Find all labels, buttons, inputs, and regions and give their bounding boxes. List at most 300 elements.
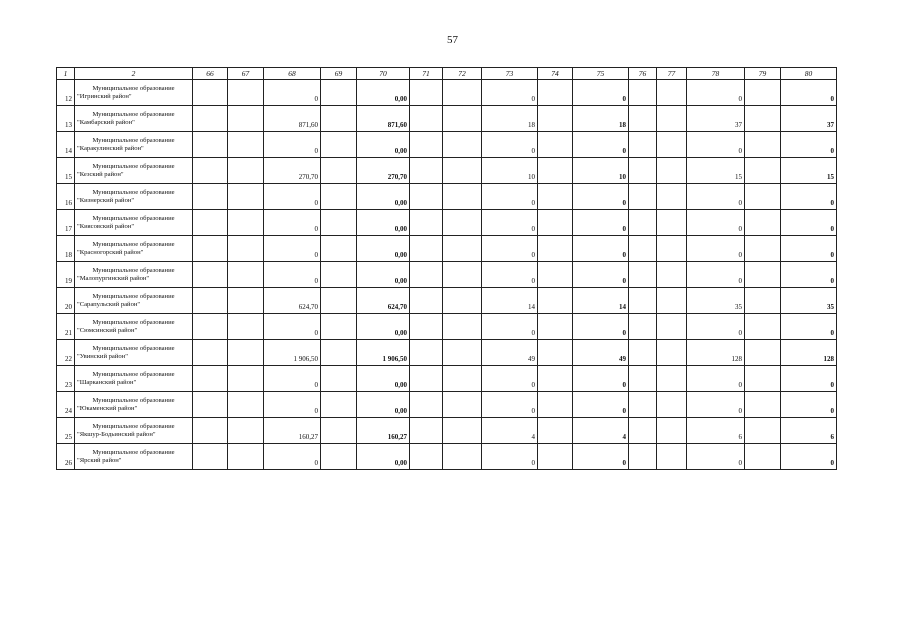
cell-col-74 (538, 288, 573, 314)
cell-col-76 (629, 210, 657, 236)
cell-col-76 (629, 184, 657, 210)
column-header: 75 (573, 68, 629, 80)
municipality-title: "Киясовский район" (77, 223, 135, 230)
municipality-title: "Игринский район" (77, 93, 132, 100)
row-index: 21 (57, 314, 75, 340)
cell-col-69 (321, 444, 357, 470)
cell-col-79 (745, 132, 781, 158)
municipality-title: "Сарапульский район" (77, 301, 141, 308)
table-row (57, 418, 837, 444)
cell-col-72 (443, 236, 482, 262)
cell-col-73: 18 (482, 106, 538, 132)
cell-col-69 (321, 236, 357, 262)
cell-col-70: 624,70 (357, 288, 410, 314)
cell-col-74 (538, 236, 573, 262)
cell-col-77 (657, 236, 687, 262)
municipality-type: Муниципальное образование (92, 241, 175, 248)
cell-col-69 (321, 262, 357, 288)
municipality-type: Муниципальное образование (92, 423, 175, 430)
cell-col-68: 624,70 (264, 288, 321, 314)
table-row (57, 314, 837, 340)
municipality-type: Муниципальное образование (92, 163, 175, 170)
cell-col-79 (745, 262, 781, 288)
cell-col-75: 0 (573, 314, 629, 340)
municipality-title: "Малопургинский район" (77, 275, 150, 282)
cell-col-73: 0 (482, 132, 538, 158)
cell-col-67 (228, 262, 264, 288)
cell-col-73: 0 (482, 210, 538, 236)
cell-col-76 (629, 366, 657, 392)
cell-col-66 (193, 132, 228, 158)
municipality-title: "Кезский район" (77, 171, 124, 178)
cell-col-73: 0 (482, 80, 538, 106)
cell-col-78: 0 (687, 262, 745, 288)
cell-col-68: 1 906,50 (264, 340, 321, 366)
cell-col-66 (193, 314, 228, 340)
cell-col-72 (443, 132, 482, 158)
municipality-type: Муниципальное образование (92, 85, 175, 92)
cell-col-76 (629, 236, 657, 262)
column-header: 2 (75, 68, 193, 80)
cell-col-71 (410, 80, 443, 106)
cell-col-72 (443, 80, 482, 106)
cell-col-72 (443, 184, 482, 210)
municipality-type: Муниципальное образование (92, 189, 175, 196)
row-index: 20 (57, 288, 75, 314)
table-row (57, 236, 837, 262)
municipality-title: "Каракулинский район" (77, 145, 144, 152)
cell-col-68: 0 (264, 366, 321, 392)
cell-col-76 (629, 418, 657, 444)
cell-col-68: 0 (264, 184, 321, 210)
cell-col-69 (321, 314, 357, 340)
cell-col-73: 14 (482, 288, 538, 314)
cell-col-74 (538, 158, 573, 184)
column-header: 77 (657, 68, 687, 80)
cell-col-80: 6 (781, 418, 837, 444)
cell-col-70: 0,00 (357, 314, 410, 340)
cell-col-74 (538, 106, 573, 132)
table-row (57, 80, 837, 106)
cell-col-67 (228, 132, 264, 158)
cell-col-70: 0,00 (357, 80, 410, 106)
cell-col-67 (228, 444, 264, 470)
row-index: 18 (57, 236, 75, 262)
cell-col-76 (629, 262, 657, 288)
column-header: 66 (193, 68, 228, 80)
column-header: 67 (228, 68, 264, 80)
cell-col-69 (321, 106, 357, 132)
cell-col-69 (321, 366, 357, 392)
cell-col-73: 0 (482, 262, 538, 288)
cell-col-79 (745, 314, 781, 340)
cell-col-70: 1 906,50 (357, 340, 410, 366)
cell-col-71 (410, 106, 443, 132)
municipality-type: Муниципальное образование (92, 293, 175, 300)
column-header: 68 (264, 68, 321, 80)
cell-col-75: 0 (573, 366, 629, 392)
cell-col-75: 0 (573, 392, 629, 418)
cell-col-68: 0 (264, 444, 321, 470)
cell-col-80: 0 (781, 184, 837, 210)
cell-col-68: 160,27 (264, 418, 321, 444)
cell-col-77 (657, 366, 687, 392)
municipality-name (75, 132, 193, 158)
cell-col-66 (193, 340, 228, 366)
municipality-type: Муниципальное образование (92, 345, 175, 352)
cell-col-75: 18 (573, 106, 629, 132)
cell-col-68: 0 (264, 314, 321, 340)
municipality-type: Муниципальное образование (92, 215, 175, 222)
municipality-title: "Красногорский район" (77, 249, 144, 256)
municipality-type: Муниципальное образование (92, 319, 175, 326)
cell-col-70: 0,00 (357, 444, 410, 470)
cell-col-73: 0 (482, 392, 538, 418)
row-index: 16 (57, 184, 75, 210)
column-header: 78 (687, 68, 745, 80)
cell-col-79 (745, 366, 781, 392)
cell-col-69 (321, 340, 357, 366)
cell-col-72 (443, 106, 482, 132)
cell-col-72 (443, 392, 482, 418)
cell-col-75: 0 (573, 132, 629, 158)
cell-col-67 (228, 288, 264, 314)
cell-col-71 (410, 132, 443, 158)
cell-col-76 (629, 340, 657, 366)
table-row (57, 132, 837, 158)
municipality-name (75, 184, 193, 210)
cell-col-74 (538, 366, 573, 392)
cell-col-69 (321, 80, 357, 106)
cell-col-67 (228, 366, 264, 392)
cell-col-67 (228, 418, 264, 444)
cell-col-72 (443, 444, 482, 470)
municipality-name (75, 392, 193, 418)
municipality-title: "Якшур-Бодьинский район" (77, 431, 156, 438)
cell-col-68: 871,60 (264, 106, 321, 132)
cell-col-80: 37 (781, 106, 837, 132)
municipality-type: Муниципальное образование (92, 137, 175, 144)
cell-col-70: 0,00 (357, 132, 410, 158)
municipality-title: "Сюмсинский район" (77, 327, 138, 334)
cell-col-76 (629, 288, 657, 314)
cell-col-71 (410, 392, 443, 418)
column-header: 76 (629, 68, 657, 80)
municipality-type: Муниципальное образование (92, 267, 175, 274)
municipality-type: Муниципальное образование (92, 371, 175, 378)
cell-col-70: 0,00 (357, 392, 410, 418)
cell-col-73: 49 (482, 340, 538, 366)
cell-col-79 (745, 288, 781, 314)
cell-col-74 (538, 184, 573, 210)
cell-col-78: 128 (687, 340, 745, 366)
cell-col-68: 0 (264, 210, 321, 236)
cell-col-78: 6 (687, 418, 745, 444)
cell-col-66 (193, 392, 228, 418)
cell-col-77 (657, 314, 687, 340)
column-header: 74 (538, 68, 573, 80)
cell-col-70: 270,70 (357, 158, 410, 184)
cell-col-68: 0 (264, 236, 321, 262)
cell-col-73: 0 (482, 366, 538, 392)
cell-col-77 (657, 288, 687, 314)
cell-col-67 (228, 340, 264, 366)
cell-col-72 (443, 288, 482, 314)
cell-col-66 (193, 236, 228, 262)
cell-col-66 (193, 418, 228, 444)
cell-col-70: 0,00 (357, 262, 410, 288)
municipality-name (75, 418, 193, 444)
municipality-title: "Шарканский район" (77, 379, 137, 386)
cell-col-75: 4 (573, 418, 629, 444)
cell-col-71 (410, 418, 443, 444)
cell-col-68: 270,70 (264, 158, 321, 184)
column-header: 1 (57, 68, 75, 80)
column-header: 80 (781, 68, 837, 80)
table-row (57, 288, 837, 314)
cell-col-80: 0 (781, 262, 837, 288)
cell-col-78: 0 (687, 132, 745, 158)
cell-col-75: 10 (573, 158, 629, 184)
municipality-name (75, 158, 193, 184)
table-row (57, 106, 837, 132)
cell-col-72 (443, 158, 482, 184)
cell-col-75: 0 (573, 236, 629, 262)
municipality-name (75, 210, 193, 236)
cell-col-76 (629, 80, 657, 106)
cell-col-68: 0 (264, 262, 321, 288)
cell-col-69 (321, 132, 357, 158)
cell-col-80: 0 (781, 366, 837, 392)
cell-col-71 (410, 444, 443, 470)
cell-col-80: 35 (781, 288, 837, 314)
cell-col-76 (629, 392, 657, 418)
cell-col-79 (745, 236, 781, 262)
header-row (57, 68, 837, 80)
municipality-name (75, 236, 193, 262)
data-table (56, 67, 837, 470)
cell-col-70: 871,60 (357, 106, 410, 132)
row-index: 14 (57, 132, 75, 158)
cell-col-70: 0,00 (357, 210, 410, 236)
cell-col-72 (443, 210, 482, 236)
cell-col-69 (321, 210, 357, 236)
cell-col-80: 128 (781, 340, 837, 366)
cell-col-75: 0 (573, 262, 629, 288)
cell-col-77 (657, 444, 687, 470)
cell-col-78: 0 (687, 392, 745, 418)
cell-col-77 (657, 392, 687, 418)
cell-col-74 (538, 314, 573, 340)
cell-col-72 (443, 262, 482, 288)
cell-col-67 (228, 80, 264, 106)
cell-col-75: 0 (573, 80, 629, 106)
municipality-name (75, 262, 193, 288)
cell-col-70: 0,00 (357, 366, 410, 392)
cell-col-67 (228, 392, 264, 418)
cell-col-72 (443, 314, 482, 340)
municipality-name (75, 340, 193, 366)
cell-col-73: 0 (482, 314, 538, 340)
cell-col-80: 0 (781, 314, 837, 340)
table-row (57, 392, 837, 418)
cell-col-69 (321, 184, 357, 210)
cell-col-74 (538, 262, 573, 288)
municipality-name (75, 80, 193, 106)
cell-col-75: 0 (573, 444, 629, 470)
cell-col-66 (193, 366, 228, 392)
cell-col-77 (657, 106, 687, 132)
cell-col-79 (745, 340, 781, 366)
column-header: 72 (443, 68, 482, 80)
municipality-title: "Кизнерский район" (77, 197, 135, 204)
municipality-name (75, 366, 193, 392)
cell-col-80: 0 (781, 210, 837, 236)
cell-col-75: 14 (573, 288, 629, 314)
cell-col-74 (538, 132, 573, 158)
cell-col-71 (410, 366, 443, 392)
cell-col-75: 0 (573, 210, 629, 236)
cell-col-80: 0 (781, 236, 837, 262)
cell-col-80: 0 (781, 80, 837, 106)
cell-col-68: 0 (264, 132, 321, 158)
cell-col-76 (629, 158, 657, 184)
cell-col-78: 0 (687, 314, 745, 340)
cell-col-66 (193, 288, 228, 314)
municipality-title: "Юкаменский район" (77, 405, 138, 412)
cell-col-80: 0 (781, 392, 837, 418)
cell-col-77 (657, 80, 687, 106)
cell-col-79 (745, 392, 781, 418)
cell-col-78: 37 (687, 106, 745, 132)
table-row (57, 158, 837, 184)
cell-col-80: 0 (781, 444, 837, 470)
row-index: 13 (57, 106, 75, 132)
cell-col-77 (657, 262, 687, 288)
row-index: 25 (57, 418, 75, 444)
cell-col-71 (410, 288, 443, 314)
cell-col-70: 0,00 (357, 236, 410, 262)
cell-col-69 (321, 288, 357, 314)
cell-col-67 (228, 314, 264, 340)
row-index: 24 (57, 392, 75, 418)
cell-col-71 (410, 262, 443, 288)
cell-col-77 (657, 132, 687, 158)
table-row (57, 366, 837, 392)
cell-col-67 (228, 158, 264, 184)
cell-col-76 (629, 132, 657, 158)
cell-col-73: 0 (482, 184, 538, 210)
municipality-type: Муниципальное образование (92, 397, 175, 404)
cell-col-67 (228, 184, 264, 210)
cell-col-74 (538, 80, 573, 106)
cell-col-66 (193, 80, 228, 106)
cell-col-74 (538, 210, 573, 236)
cell-col-78: 0 (687, 210, 745, 236)
municipality-name (75, 288, 193, 314)
page-number: 57 (447, 34, 458, 46)
cell-col-71 (410, 158, 443, 184)
row-index: 17 (57, 210, 75, 236)
cell-col-74 (538, 418, 573, 444)
cell-col-76 (629, 444, 657, 470)
cell-col-70: 160,27 (357, 418, 410, 444)
cell-col-78: 0 (687, 444, 745, 470)
cell-col-78: 0 (687, 80, 745, 106)
cell-col-79 (745, 158, 781, 184)
column-header: 79 (745, 68, 781, 80)
column-header: 70 (357, 68, 410, 80)
cell-col-76 (629, 106, 657, 132)
cell-col-66 (193, 262, 228, 288)
row-index: 19 (57, 262, 75, 288)
cell-col-79 (745, 106, 781, 132)
cell-col-78: 0 (687, 366, 745, 392)
cell-col-79 (745, 210, 781, 236)
cell-col-79 (745, 418, 781, 444)
cell-col-66 (193, 210, 228, 236)
cell-col-80: 15 (781, 158, 837, 184)
cell-col-69 (321, 418, 357, 444)
cell-col-76 (629, 314, 657, 340)
cell-col-78: 0 (687, 236, 745, 262)
table-row (57, 340, 837, 366)
row-index: 23 (57, 366, 75, 392)
cell-col-77 (657, 340, 687, 366)
cell-col-67 (228, 236, 264, 262)
column-header: 73 (482, 68, 538, 80)
cell-col-73: 10 (482, 158, 538, 184)
table-body (57, 80, 837, 470)
row-index: 22 (57, 340, 75, 366)
cell-col-67 (228, 210, 264, 236)
cell-col-70: 0,00 (357, 184, 410, 210)
table-row (57, 184, 837, 210)
column-header: 71 (410, 68, 443, 80)
cell-col-69 (321, 158, 357, 184)
table-row (57, 262, 837, 288)
cell-col-73: 0 (482, 236, 538, 262)
cell-col-72 (443, 366, 482, 392)
table-row (57, 210, 837, 236)
cell-col-78: 0 (687, 184, 745, 210)
cell-col-74 (538, 392, 573, 418)
cell-col-71 (410, 340, 443, 366)
cell-col-79 (745, 444, 781, 470)
municipality-title: "Ярский район" (77, 457, 122, 464)
municipality-name (75, 314, 193, 340)
municipality-title: "Увинский район" (77, 353, 128, 360)
cell-col-78: 15 (687, 158, 745, 184)
cell-col-75: 0 (573, 184, 629, 210)
cell-col-77 (657, 210, 687, 236)
cell-col-74 (538, 444, 573, 470)
cell-col-69 (321, 392, 357, 418)
municipality-name (75, 444, 193, 470)
cell-col-80: 0 (781, 132, 837, 158)
cell-col-71 (410, 184, 443, 210)
row-index: 15 (57, 158, 75, 184)
cell-col-73: 0 (482, 444, 538, 470)
cell-col-77 (657, 184, 687, 210)
cell-col-68: 0 (264, 80, 321, 106)
cell-col-77 (657, 418, 687, 444)
municipality-name (75, 106, 193, 132)
cell-col-77 (657, 158, 687, 184)
cell-col-67 (228, 106, 264, 132)
municipality-type: Муниципальное образование (92, 111, 175, 118)
cell-col-72 (443, 340, 482, 366)
